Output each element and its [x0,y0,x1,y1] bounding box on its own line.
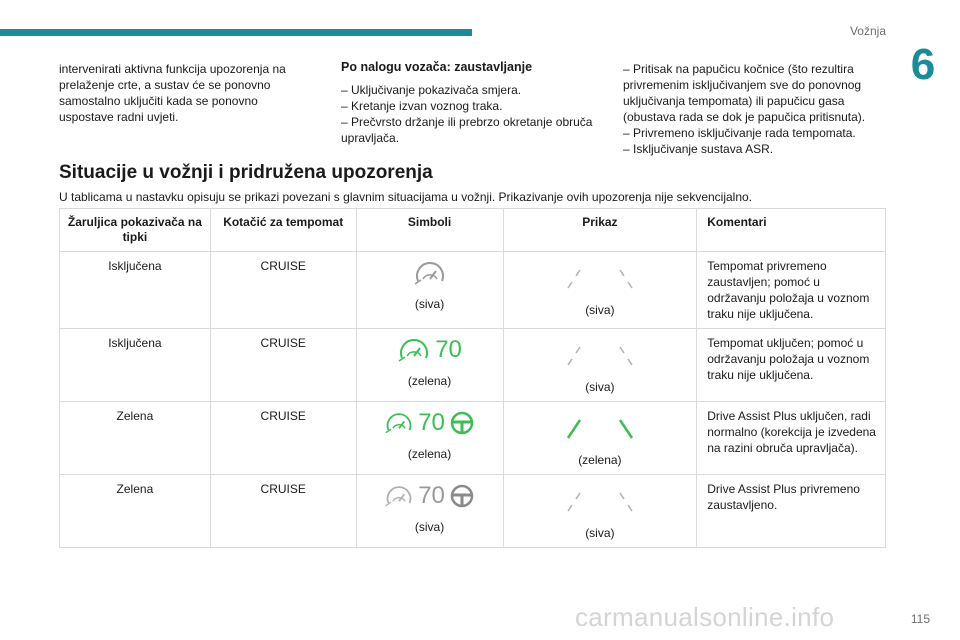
list-item: – Uključivanje pokazivača smjera. [341,83,522,97]
lane-lines-icon [560,343,640,373]
lamp-cell: Zelena [60,475,211,548]
column-1-text: intervenirati aktivna funkcija upozorenja na prelaženje crte, a sustav će se ponovno samostalno uključiti kada se ponovno uspostave radni uvjeti. [59,62,286,124]
display-caption: (siva) [585,526,615,540]
table-header-row [60,209,886,252]
display-caption: (zelena) [578,453,622,467]
column-3 [623,61,885,157]
set-speed: 70 [418,482,445,509]
list-item: – Pritisak na papučicu kočnice (što rezultira privremenim isključivanjem sve do ponovnog uključivanja tempomata) ili papučicu gasa (obustava rada se dok je papučica pritisnuta). [623,62,866,124]
wheel-cell: CRUISE [210,475,356,548]
table-row [60,252,886,329]
symbol-cell [356,402,503,475]
comment-cell: Drive Assist Plus uključen, radi normalno (korekcija je izvedena na razini obruča upravljača). [697,402,886,475]
list-item: – Privremeno isključivanje rada tempomata. [623,126,856,140]
display-caption: (siva) [585,380,615,394]
header-comments: Komentari [697,209,886,252]
symbol-caption: (zelena) [407,447,452,461]
list-item: – Kretanje izvan voznog traka. [341,99,503,113]
column-2-heading: Po nalogu vozača: zaustavljanje [341,60,533,74]
table-row [60,475,886,548]
lane-lines-icon [560,416,640,446]
column-2 [341,59,601,146]
display-cell [503,252,697,329]
symbol-caption: (siva) [414,297,445,311]
wheel-cell: CRUISE [210,252,356,329]
header-display: Prikaz [503,209,697,252]
lamp-cell: Isključena [60,329,211,402]
wheel-cell: CRUISE [210,329,356,402]
display-cell [503,402,697,475]
watermark: carmanualsonline.info [575,602,835,632]
symbol-caption: (siva) [414,520,445,534]
lane-lines-icon [560,489,640,519]
comment-cell: Tempomat privremeno zaustavljen; pomoć u održavanju položaja u voznom traku nije uključena. [697,252,886,329]
section-name: Vožnja [849,24,886,38]
comment-cell: Drive Assist Plus privremeno zaustavljeno. [697,475,886,548]
header-symbols: Simboli [356,209,503,252]
set-speed: 70 [418,409,445,436]
symbol-cell [356,329,503,402]
header-accent-bar [0,29,472,36]
speedometer-icon [413,260,447,286]
list-item: – Prečvrsto držanje ili prebrzo okretanje obruča upravljača. [341,115,593,145]
table-row [60,402,886,475]
column-1 [59,61,314,125]
symbol-cell [356,252,503,329]
symbol-cell [356,475,503,548]
intro-text: U tablicama u nastavku opisuju se prikazi povezani s glavnim situacijama u vožnji. Prikazivanje ovih upozorenja nije sekvencijalno. [59,190,753,204]
speedometer-icon [384,411,414,435]
list-item: – Isključivanje sustava ASR. [623,142,774,156]
lamp-cell: Isključena [60,252,211,329]
speedometer-icon [397,337,431,363]
situations-table [59,208,886,548]
lamp-cell: Zelena [60,402,211,475]
display-caption: (siva) [585,303,615,317]
speedometer-icon [384,484,414,508]
section-heading: Situacije u vožnji i pridružena upozorenja [59,162,433,183]
display-cell [503,475,697,548]
header-wheel: Kotačić za tempomat [210,209,356,252]
chapter-number: 6 [910,40,936,89]
display-cell [503,329,697,402]
steering-wheel-icon [449,410,475,436]
set-speed: 70 [435,336,462,363]
lane-lines-icon [560,266,640,296]
wheel-cell: CRUISE [210,402,356,475]
header-lamp: Žaruljica pokazivača na tipki [60,209,211,252]
symbol-caption: (zelena) [407,374,452,388]
steering-wheel-icon [449,483,475,509]
table-row [60,329,886,402]
comment-cell: Tempomat uključen; pomoć u održavanju položaja u voznom traku nije uključena. [697,329,886,402]
page-number: 115 [910,612,930,626]
